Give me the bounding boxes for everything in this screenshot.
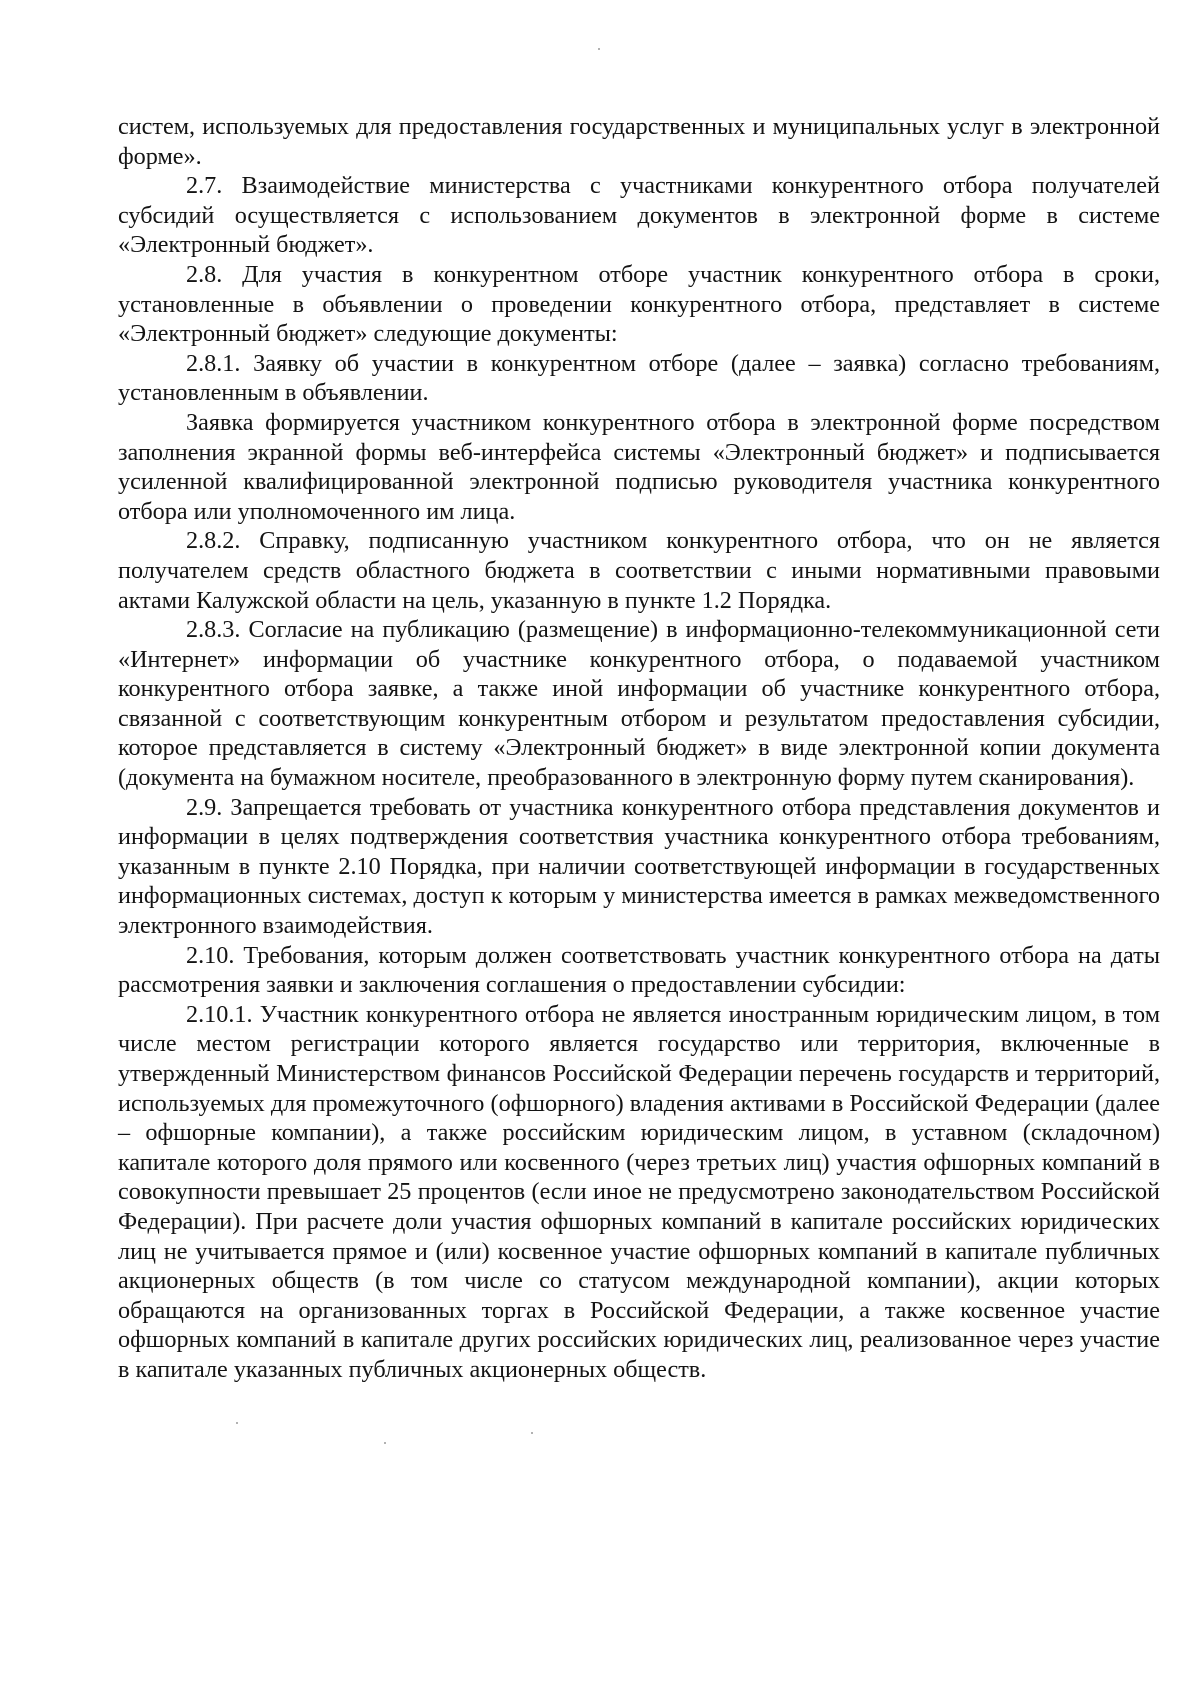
paragraph-2-8-2: 2.8.2. Справку, подписанную участником конкурентного отбора, что он не является получателем средств областного бюджета в соответствии с иными нормативными правовыми актами Калужской области на цель, указанную в пункте 1.2 Порядка. (118, 527, 1160, 614)
paragraph-2-8-1: 2.8.1. Заявку об участии в конкурентном отборе (далее – заявка) согласно требованиям, установленным в объявлении. (118, 349, 1160, 407)
scan-speck (531, 1432, 533, 1434)
paragraph-2-9: 2.9. Запрещается требовать от участника конкурентного отбора представления документов и информации в целях подтверждения соответствия участника конкурентного отбора требованиям, указанным в пункте 2.10 Порядка, при наличии соответствующей информации в государственных информационных системах, доступ к которым у министерства имеется в рамках межведомственного электронного взаимодействия. (118, 793, 1160, 940)
paragraph-2-10-1: 2.10.1. Участник конкурентного отбора не является иностранным юридическим лицом, в том числе местом регистрации которого является государство или территория, включенные в утвержденный Министерством финансов Российской Федерации перечень государств и территорий, используемых для промежуточного (офшорного) владения активами в Российской Федерации (далее – офшорные компании), а также российским юридическим лицом, в уставном (складочном) капитале которого доля прямого или косвенного (через третьих лиц) участия офшорных компаний в совокупности превышает 25 процентов (если иное не предусмотрено законодательством Российской Федерации). При расчете доли участия офшорных компаний в капитале российских юридических лиц не учитывается прямое и (или) косвенное участие офшорных компаний в капитале публичных акционерных обществ (в том числе со статусом международной компании), акции которых обращаются на организованных торгах в Российской Федерации, а также косвенное участие офшорных компаний в капитале других российских юридических лиц, реализованное через участие в капитале указанных публичных акционерных обществ. (118, 1000, 1160, 1383)
paragraph-continuation: систем, используемых для предоставления государственных и муниципальных услуг в электронной форме». (118, 113, 1160, 170)
paragraph-2-10: 2.10. Требования, которым должен соответствовать участник конкурентного отбора на даты рассмотрения заявки и заключения соглашения о предоставлении субсидии: (118, 941, 1160, 999)
scan-speck (598, 48, 600, 50)
paragraph-2-8: 2.8. Для участия в конкурентном отборе участник конкурентного отбора в сроки, установленные в объявлении о проведении конкурентного отбора, представляет в системе «Электронный бюджет» следующие документы: (118, 260, 1160, 348)
scan-speck (236, 1422, 238, 1424)
scan-speck (384, 1442, 386, 1444)
paragraph-2-8-3: 2.8.3. Согласие на публикацию (размещение) в информационно-телекоммуникационной сети «Интернет» информации об участнике конкурентного отбора, о подаваемой участником конкурентного отбора заявке, а также иной информации об участнике конкурентного отбора, связанной с соответствующим конкурентным отбором и результатом предоставления субсидии, которое представляется в систему «Электронный бюджет» в виде электронной копии документа (документа на бумажном носителе, преобразованного в электронную форму путем сканирования). (118, 616, 1160, 792)
paragraph-application: Заявка формируется участником конкурентного отбора в электронной форме посредством заполнения экранной формы веб-интерфейса системы «Электронный бюджет» и подписывается усиленной квалифицированной электронной подписью руководителя участника конкурентного отбора или уполномоченного им лица. (118, 408, 1160, 525)
paragraph-2-7: 2.7. Взаимодействие министерства с участниками конкурентного отбора получателей субсидий осуществляется с использованием документов в электронной форме в системе «Электронный бюджет». (118, 172, 1160, 259)
